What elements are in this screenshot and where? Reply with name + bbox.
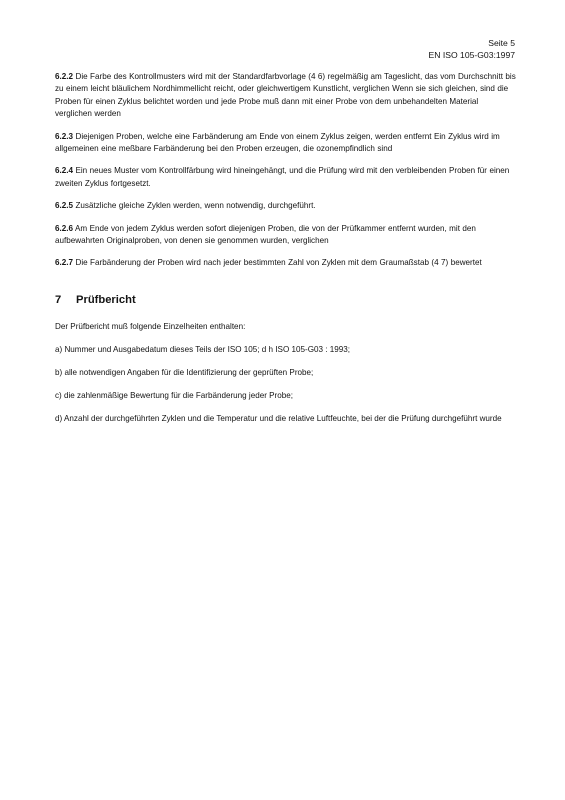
report-item-b: b) alle notwendigen Angaben für die Identifizierung der geprüften Probe; [55,367,314,377]
clause-text: Die Farbänderung der Proben wird nach jeder bestimmten Zahl von Zyklen mit dem Graumaßstab (4 7) bewertet [75,258,482,268]
clause-number: 6.2.4 [55,166,74,176]
clause-text: Ein neues Muster vom Kontrollfärbung wird hineingehängt, und die Prüfung wird mit den verbleibenden Proben für einen zweiten Zyklus fortgesetzt. [55,166,510,188]
clause-6-2-7 [55,257,517,269]
clause-text: Die Farbe des Kontrollmusters wird mit der Standardfarbvorlage (4 6) regelmäßig am Tageslicht, das vom Durchschnitt bis zu einem leicht bläulichem Nordhimmellicht reicht, oder gleichwertigem Kunstlicht, verglichen Wenn sie sich gleichen, sind die Proben für einen Zyklus belichtet worden und jede Probe muß dann mit einer Probe von dem unbehandelten Material verglichen werden [55,72,516,119]
document-id: EN ISO 105-G03:1997 [428,49,515,60]
section-number: 7 [55,293,62,306]
clause-text: Am Ende von jedem Zyklus werden sofort diejenigen Proben, die von der Prüfkammer entfernt wurden, mit den aufbewahrten Originalproben, von denen sie genommen wurden, verglichen [55,223,476,246]
clause-number: 6.2.3 [55,131,74,141]
clause-number: 6.2.5 [55,201,74,211]
report-item-d: d) Anzahl der durchgeführten Zyklen und die Temperatur und die relative Luftfeuchte, bei der die Prüfung durchgeführt wurde [55,413,502,423]
clause-number: 6.2.2 [55,72,74,81]
clause-6-2-6 [55,223,517,248]
report-item-a: a) Nummer und Ausgabedatum dieses Teils der ISO 105; d h ISO 105-G03 : 1993; [55,344,350,354]
report-intro: Der Prüfbericht muß folgende Einzelheiten enthalten: [55,321,246,331]
clause-6-2-2 [55,71,517,121]
section-heading [55,293,517,307]
report-item-c: c) die zahlenmäßige Bewertung für die Farbänderung jeder Probe; [55,390,294,400]
page-number: Seite 5 [488,38,515,48]
clause-6-2-4 [55,165,517,190]
clause-text: Diejenigen Proben, welche eine Farbänderung am Ende von einem Zyklus zeigen, werden entfernt Ein Zyklus wird im allgemeinen eine meßbare Farbänderung bei den Proben erzeugen, die ozonempfindlich sind [55,131,500,154]
clause-text: Zusätzliche gleiche Zyklen werden, wenn notwendig, durchgeführt. [75,201,316,211]
page-header [429,38,515,61]
page-content [55,71,517,435]
clause-number: 6.2.6 [55,223,74,233]
clause-6-2-3 [55,131,517,156]
clause-6-2-5 [55,200,517,212]
clause-number: 6.2.7 [55,258,74,268]
section-title: Prüfbericht [76,293,136,306]
